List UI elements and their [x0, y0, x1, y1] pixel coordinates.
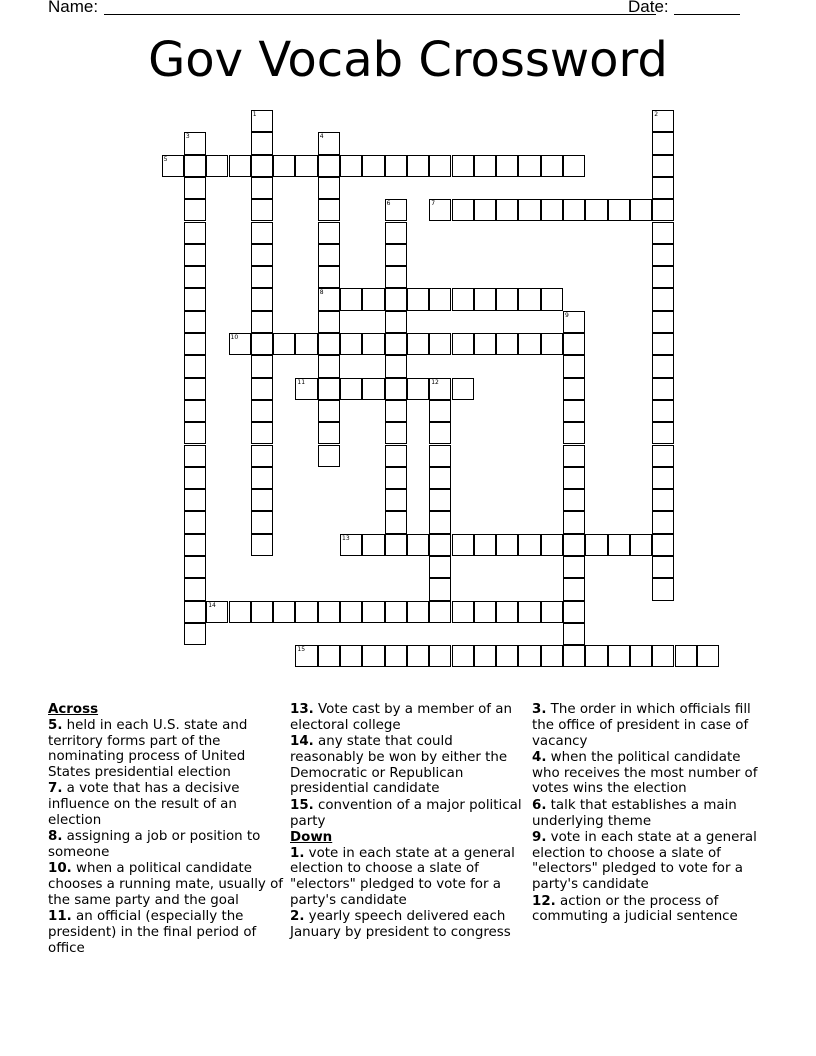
- grid-cell[interactable]: [184, 177, 206, 199]
- grid-cell[interactable]: [318, 378, 340, 400]
- grid-cell[interactable]: [318, 601, 340, 623]
- clue-across-5: [48, 718, 284, 781]
- clue-number: 4.: [532, 749, 547, 765]
- grid-cell[interactable]: [385, 222, 407, 244]
- grid-cell[interactable]: [652, 266, 674, 288]
- grid-cell[interactable]: [318, 132, 340, 154]
- grid-cell[interactable]: [318, 400, 340, 422]
- grid-cell[interactable]: [652, 378, 674, 400]
- clue-across-13: [290, 702, 526, 734]
- grid-cell[interactable]: [563, 333, 585, 355]
- grid-cell[interactable]: [251, 445, 273, 467]
- grid-cell[interactable]: [251, 266, 273, 288]
- grid-cell[interactable]: [652, 132, 674, 154]
- grid-cell[interactable]: [429, 467, 451, 489]
- grid-cell[interactable]: [452, 601, 474, 623]
- grid-cell[interactable]: [362, 601, 384, 623]
- grid-cell[interactable]: [563, 355, 585, 377]
- grid-cell[interactable]: [318, 288, 340, 310]
- grid-cell[interactable]: [429, 333, 451, 355]
- grid-cell[interactable]: [474, 288, 496, 310]
- grid-cell[interactable]: [541, 534, 563, 556]
- grid-cell[interactable]: [496, 645, 518, 667]
- grid-cell[interactable]: [407, 378, 429, 400]
- grid-cell[interactable]: [652, 445, 674, 467]
- grid-cell[interactable]: [295, 378, 317, 400]
- grid-cell[interactable]: [273, 155, 295, 177]
- clue-number: 7.: [48, 781, 63, 797]
- grid-cell[interactable]: [452, 645, 474, 667]
- grid-cell[interactable]: [541, 333, 563, 355]
- grid-cell[interactable]: [385, 511, 407, 533]
- grid-cell[interactable]: [563, 645, 585, 667]
- grid-cell[interactable]: [318, 177, 340, 199]
- grid-cell[interactable]: [184, 266, 206, 288]
- grid-cell[interactable]: [563, 155, 585, 177]
- grid-cell[interactable]: [362, 333, 384, 355]
- clue-across-10: [48, 861, 284, 908]
- clue-number-label: 7: [431, 200, 436, 208]
- grid-cell[interactable]: [385, 155, 407, 177]
- clue-down-9: [532, 830, 768, 893]
- grid-cell[interactable]: [273, 601, 295, 623]
- clue-across-11: [48, 909, 284, 956]
- grid-cell[interactable]: [385, 378, 407, 400]
- grid-cell[interactable]: [184, 222, 206, 244]
- clue-down-1: [290, 846, 526, 909]
- grid-cell[interactable]: [184, 445, 206, 467]
- grid-cell[interactable]: [652, 467, 674, 489]
- grid-cell[interactable]: [474, 155, 496, 177]
- grid-cell[interactable]: [340, 534, 362, 556]
- grid-cell[interactable]: [563, 400, 585, 422]
- grid-cell[interactable]: [608, 199, 630, 221]
- grid-cell[interactable]: [518, 199, 540, 221]
- grid-cell[interactable]: [184, 132, 206, 154]
- clue-across-14: [290, 734, 526, 797]
- clue-number: 10.: [48, 861, 72, 877]
- name-label: Name:: [48, 0, 99, 16]
- grid-cell[interactable]: [340, 645, 362, 667]
- clue-number: 13.: [290, 702, 314, 717]
- grid-cell[interactable]: [652, 422, 674, 444]
- grid-cell[interactable]: [251, 155, 273, 177]
- grid-cell[interactable]: [541, 288, 563, 310]
- page-title: Gov Vocab Crossword: [148, 32, 668, 88]
- grid-cell[interactable]: [251, 400, 273, 422]
- grid-cell[interactable]: [318, 155, 340, 177]
- grid-cell[interactable]: [429, 511, 451, 533]
- grid-cell[interactable]: [385, 199, 407, 221]
- clue-text: when the political candidate who receives the most number of votes wins the election: [532, 749, 758, 797]
- clue-number: 15.: [290, 797, 314, 813]
- clue-text: talk that establishes a main underlying theme: [532, 797, 737, 829]
- clue-down-3: [532, 702, 768, 749]
- clue-number: 9.: [532, 829, 547, 845]
- grid-cell[interactable]: [362, 378, 384, 400]
- grid-cell[interactable]: [697, 645, 719, 667]
- grid-cell[interactable]: [229, 155, 251, 177]
- grid-cell[interactable]: [251, 244, 273, 266]
- grid-cell[interactable]: [251, 333, 273, 355]
- clue-down-2: [290, 909, 526, 941]
- clue-number-label: 6: [386, 200, 391, 208]
- grid-cell[interactable]: [407, 333, 429, 355]
- date-label: Date:: [628, 0, 669, 16]
- clue-number-label: 3: [185, 133, 190, 141]
- clue-number: 12.: [532, 893, 556, 909]
- grid-cell[interactable]: [429, 422, 451, 444]
- grid-cell[interactable]: [362, 645, 384, 667]
- grid-cell[interactable]: [518, 288, 540, 310]
- clue-across-15: [290, 798, 526, 830]
- grid-cell[interactable]: [295, 155, 317, 177]
- clue-number: 11.: [48, 909, 72, 925]
- clue-number-label: 5: [163, 155, 168, 163]
- grid-cell[interactable]: [318, 311, 340, 333]
- clue-column-2: [290, 702, 526, 941]
- clue-text: any state that could reasonably be won by either the Democratic or Republican presidential candidate: [290, 734, 508, 797]
- clue-number-label: 11: [297, 378, 306, 386]
- grid-cell[interactable]: [385, 601, 407, 623]
- grid-cell[interactable]: [496, 155, 518, 177]
- grid-cell[interactable]: [429, 445, 451, 467]
- grid-cell[interactable]: [452, 288, 474, 310]
- grid-cell[interactable]: [206, 155, 228, 177]
- grid-cell[interactable]: [652, 400, 674, 422]
- grid-cell[interactable]: [452, 199, 474, 221]
- grid-cell[interactable]: [652, 355, 674, 377]
- grid-cell[interactable]: [429, 378, 451, 400]
- grid-cell[interactable]: [652, 199, 674, 221]
- grid-cell[interactable]: [184, 467, 206, 489]
- grid-cell[interactable]: [340, 155, 362, 177]
- grid-cell[interactable]: [318, 333, 340, 355]
- grid-cell[interactable]: [563, 199, 585, 221]
- grid-cell[interactable]: [518, 645, 540, 667]
- grid-cell[interactable]: [563, 511, 585, 533]
- clue-number: 5.: [48, 717, 63, 733]
- grid-cell[interactable]: [385, 445, 407, 467]
- grid-cell[interactable]: [652, 155, 674, 177]
- clue-number: 6.: [532, 797, 547, 813]
- grid-cell[interactable]: [563, 578, 585, 600]
- grid-cell[interactable]: [251, 199, 273, 221]
- grid-cell[interactable]: [496, 288, 518, 310]
- grid-cell[interactable]: [229, 333, 251, 355]
- grid-cell[interactable]: [429, 578, 451, 600]
- clue-text: vote in each state at a general election to choose a slate of "electors" pledged to vote for a party's candidate: [290, 845, 515, 909]
- clue-text: when a political candidate chooses a running mate, usually of the same party and the goal: [48, 861, 284, 909]
- grid-cell[interactable]: [652, 534, 674, 556]
- grid-cell[interactable]: [362, 155, 384, 177]
- grid-cell[interactable]: [318, 244, 340, 266]
- grid-cell[interactable]: [541, 645, 563, 667]
- grid-cell[interactable]: [251, 132, 273, 154]
- grid-cell[interactable]: [652, 311, 674, 333]
- grid-cell[interactable]: [518, 534, 540, 556]
- grid-cell[interactable]: [184, 288, 206, 310]
- clue-column-1: [48, 702, 284, 957]
- grid-cell[interactable]: [496, 199, 518, 221]
- grid-cell[interactable]: [251, 288, 273, 310]
- grid-cell[interactable]: [585, 645, 607, 667]
- clue-across-8: [48, 829, 284, 861]
- grid-cell[interactable]: [229, 601, 251, 623]
- grid-cell[interactable]: [541, 199, 563, 221]
- clue-number: 2.: [290, 909, 305, 925]
- grid-cell[interactable]: [251, 222, 273, 244]
- grid-cell[interactable]: [652, 333, 674, 355]
- grid-cell[interactable]: [184, 311, 206, 333]
- grid-cell[interactable]: [385, 645, 407, 667]
- grid-cell[interactable]: [184, 244, 206, 266]
- grid-cell[interactable]: [452, 155, 474, 177]
- grid-cell[interactable]: [652, 288, 674, 310]
- clue-text: held in each U.S. state and territory forms part of the nominating process of United States presidential election: [48, 717, 248, 781]
- grid-cell[interactable]: [474, 645, 496, 667]
- grid-cell[interactable]: [184, 534, 206, 556]
- grid-cell[interactable]: [251, 534, 273, 556]
- grid-cell[interactable]: [385, 467, 407, 489]
- clue-down-4: [532, 750, 768, 797]
- grid-cell[interactable]: [429, 199, 451, 221]
- grid-cell[interactable]: [652, 645, 674, 667]
- grid-cell[interactable]: [340, 378, 362, 400]
- grid-cell[interactable]: [608, 534, 630, 556]
- clue-number: 8.: [48, 829, 63, 845]
- grid-cell[interactable]: [251, 467, 273, 489]
- grid-cell[interactable]: [563, 534, 585, 556]
- grid-cell[interactable]: [407, 288, 429, 310]
- grid-cell[interactable]: [184, 422, 206, 444]
- grid-cell[interactable]: [251, 511, 273, 533]
- clue-number-label: 10: [230, 334, 239, 341]
- grid-cell[interactable]: [385, 355, 407, 377]
- grid-cell[interactable]: [251, 177, 273, 199]
- grid-cell[interactable]: [295, 645, 317, 667]
- grid-cell[interactable]: [184, 400, 206, 422]
- grid-cell[interactable]: [429, 534, 451, 556]
- grid-cell[interactable]: [563, 601, 585, 623]
- grid-cell[interactable]: [318, 645, 340, 667]
- down-heading: Down: [290, 829, 333, 845]
- clue-text: yearly speech delivered each January by president to congress: [290, 909, 511, 941]
- grid-cell[interactable]: [340, 601, 362, 623]
- grid-cell[interactable]: [251, 355, 273, 377]
- clue-text: vote in each state at a general election to choose a slate of "electors" pledged to vote for a party's candidate: [532, 829, 757, 893]
- clue-text: a vote that has a decisive influence on the result of an election: [48, 781, 240, 829]
- grid-cell[interactable]: [563, 623, 585, 645]
- grid-cell[interactable]: [496, 601, 518, 623]
- grid-cell[interactable]: [452, 333, 474, 355]
- grid-cell[interactable]: [563, 378, 585, 400]
- grid-cell[interactable]: [385, 333, 407, 355]
- grid-cell[interactable]: [541, 155, 563, 177]
- grid-cell[interactable]: [385, 489, 407, 511]
- grid-cell[interactable]: [652, 110, 674, 132]
- grid-cell[interactable]: [496, 534, 518, 556]
- grid-cell[interactable]: [652, 222, 674, 244]
- grid-cell[interactable]: [407, 155, 429, 177]
- grid-cell[interactable]: [429, 601, 451, 623]
- grid-cell[interactable]: [474, 534, 496, 556]
- clue-number: 3.: [532, 702, 547, 717]
- grid-cell[interactable]: [474, 199, 496, 221]
- grid-cell[interactable]: [385, 422, 407, 444]
- clue-number-label: 4: [319, 133, 324, 141]
- grid-cell[interactable]: [675, 645, 697, 667]
- clue-number-label: 1: [252, 111, 257, 118]
- grid-cell[interactable]: [585, 534, 607, 556]
- grid-cell[interactable]: [630, 534, 652, 556]
- grid-cell[interactable]: [385, 244, 407, 266]
- grid-cell[interactable]: [340, 333, 362, 355]
- grid-cell[interactable]: [652, 489, 674, 511]
- grid-cell[interactable]: [251, 489, 273, 511]
- grid-cell[interactable]: [318, 266, 340, 288]
- grid-cell[interactable]: [162, 155, 184, 177]
- grid-cell[interactable]: [541, 601, 563, 623]
- grid-cell[interactable]: [429, 645, 451, 667]
- grid-cell[interactable]: [251, 311, 273, 333]
- grid-cell[interactable]: [318, 422, 340, 444]
- grid-cell[interactable]: [407, 645, 429, 667]
- clue-text: Vote cast by a member of an electoral college: [290, 702, 512, 733]
- grid-cell[interactable]: [385, 534, 407, 556]
- clue-text: convention of a major political party: [290, 797, 522, 829]
- clue-text: The order in which officials fill the office of president in case of vacancy: [532, 702, 751, 749]
- grid-cell[interactable]: [318, 199, 340, 221]
- clue-text: action or the process of commuting a judicial sentence: [532, 893, 738, 925]
- grid-cell[interactable]: [184, 623, 206, 645]
- grid-cell[interactable]: [474, 601, 496, 623]
- grid-cell[interactable]: [652, 556, 674, 578]
- grid-cell[interactable]: [273, 333, 295, 355]
- grid-cell[interactable]: [251, 601, 273, 623]
- grid-cell[interactable]: [608, 645, 630, 667]
- clue-column-3: [532, 702, 768, 926]
- grid-cell[interactable]: [184, 378, 206, 400]
- grid-cell[interactable]: [206, 601, 228, 623]
- clue-text: assigning a job or position to someone: [48, 829, 261, 861]
- clue-number: 14.: [290, 734, 314, 750]
- clue-number-label: 8: [319, 289, 324, 297]
- grid-cell[interactable]: [518, 601, 540, 623]
- grid-cell[interactable]: [385, 266, 407, 288]
- grid-cell[interactable]: [563, 445, 585, 467]
- grid-cell[interactable]: [474, 333, 496, 355]
- clue-across-7: [48, 781, 284, 828]
- grid-cell[interactable]: [251, 378, 273, 400]
- grid-cell[interactable]: [318, 355, 340, 377]
- grid-cell[interactable]: [184, 199, 206, 221]
- grid-cell[interactable]: [652, 511, 674, 533]
- grid-cell[interactable]: [362, 534, 384, 556]
- grid-cell[interactable]: [295, 601, 317, 623]
- grid-cell[interactable]: [518, 155, 540, 177]
- grid-cell[interactable]: [585, 199, 607, 221]
- grid-cell[interactable]: [630, 199, 652, 221]
- grid-cell[interactable]: [563, 422, 585, 444]
- grid-cell[interactable]: [652, 244, 674, 266]
- grid-cell[interactable]: [652, 578, 674, 600]
- grid-cell[interactable]: [295, 333, 317, 355]
- grid-cell[interactable]: [429, 556, 451, 578]
- grid-cell[interactable]: [251, 422, 273, 444]
- grid-cell[interactable]: [407, 601, 429, 623]
- grid-cell[interactable]: [184, 578, 206, 600]
- grid-cell[interactable]: [385, 400, 407, 422]
- grid-cell[interactable]: [630, 645, 652, 667]
- clue-number-label: 14: [208, 601, 216, 609]
- clue-number-label: 2: [654, 111, 659, 118]
- grid-cell[interactable]: [184, 556, 206, 578]
- clue-number-label: 12: [431, 378, 439, 386]
- clue-number-label: 13: [342, 534, 350, 542]
- grid-cell[interactable]: [340, 288, 362, 310]
- grid-cell[interactable]: [429, 489, 451, 511]
- grid-cell[interactable]: [429, 400, 451, 422]
- grid-cell[interactable]: [184, 333, 206, 355]
- grid-cell[interactable]: [362, 288, 384, 310]
- clue-down-6: [532, 798, 768, 830]
- grid-cell[interactable]: [452, 534, 474, 556]
- grid-cell[interactable]: [184, 355, 206, 377]
- grid-cell[interactable]: [429, 155, 451, 177]
- grid-cell[interactable]: [385, 288, 407, 310]
- clue-number-label: 9: [565, 311, 569, 319]
- grid-cell[interactable]: [251, 110, 273, 132]
- grid-cell[interactable]: [496, 333, 518, 355]
- grid-cell[interactable]: [652, 177, 674, 199]
- grid-cell[interactable]: [385, 311, 407, 333]
- grid-cell[interactable]: [318, 445, 340, 467]
- grid-cell[interactable]: [184, 511, 206, 533]
- clue-number-label: 15: [297, 646, 306, 654]
- grid-cell[interactable]: [563, 489, 585, 511]
- grid-cell[interactable]: [429, 288, 451, 310]
- grid-cell[interactable]: [318, 222, 340, 244]
- clue-text: an official (especially the president) in the final period of office: [48, 909, 257, 956]
- grid-cell[interactable]: [563, 467, 585, 489]
- grid-cell[interactable]: [184, 155, 206, 177]
- clue-down-12: [532, 894, 768, 926]
- grid-cell[interactable]: [184, 601, 206, 623]
- grid-cell[interactable]: [407, 534, 429, 556]
- grid-cell[interactable]: [184, 489, 206, 511]
- grid-cell[interactable]: [563, 556, 585, 578]
- across-heading: Across: [48, 702, 99, 717]
- grid-cell[interactable]: [518, 333, 540, 355]
- clue-number: 1.: [290, 845, 305, 861]
- grid-cell[interactable]: [563, 311, 585, 333]
- grid-cell[interactable]: [452, 378, 474, 400]
